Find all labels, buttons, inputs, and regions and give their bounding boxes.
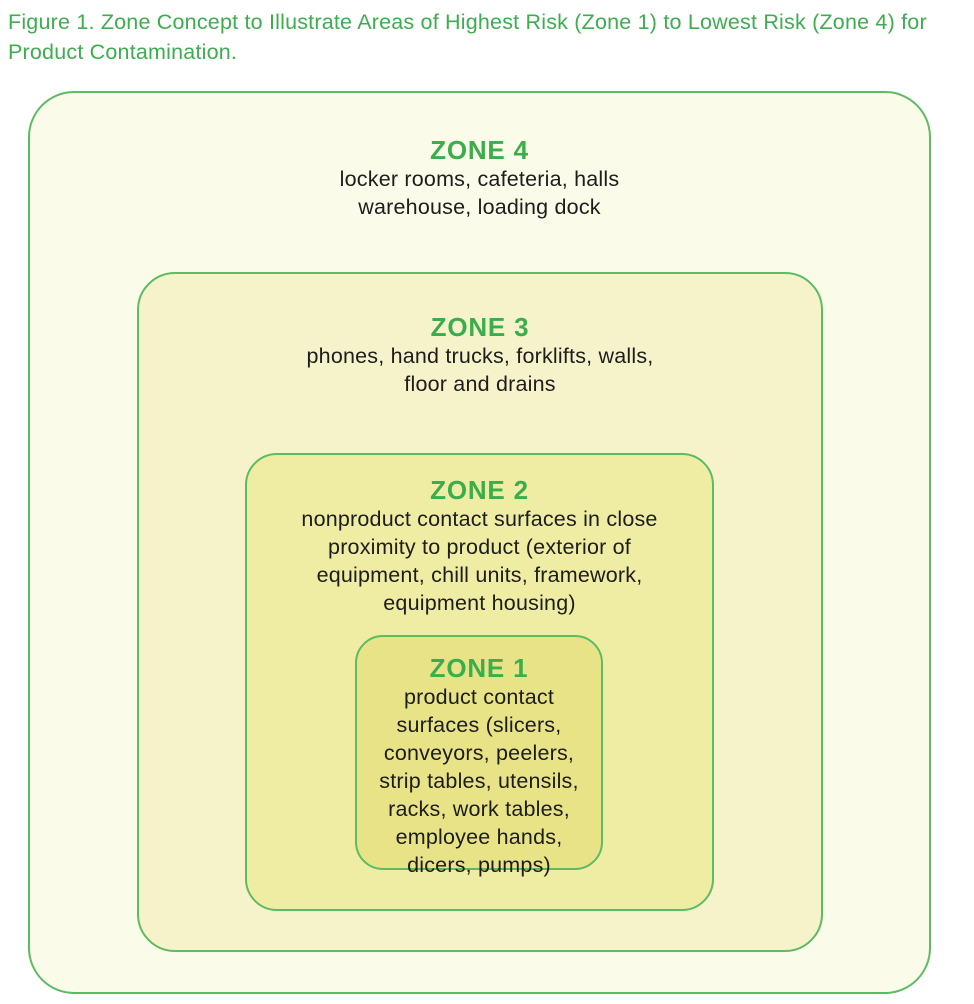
figure-caption: Figure 1. Zone Concept to Illustrate Areas of Highest Risk (Zone 1) to Lowest Risk (Zone 4) for Product Contamination. bbox=[8, 10, 927, 64]
zone-2-title: ZONE 2 bbox=[430, 475, 529, 505]
zone-3-description-line: floor and drains bbox=[404, 372, 556, 396]
zone-2-description-line: equipment, chill units, framework, bbox=[316, 563, 643, 587]
zone-4-title: ZONE 4 bbox=[430, 135, 529, 165]
zone-1-description-line: dicers, pumps) bbox=[407, 853, 551, 877]
zone-2-content bbox=[247, 455, 712, 617]
zone-1-title: ZONE 1 bbox=[429, 653, 529, 683]
zone-3-title: ZONE 3 bbox=[430, 312, 530, 342]
zone-4-box bbox=[28, 91, 931, 994]
zone-2-description-line: nonproduct contact surfaces in close bbox=[301, 507, 658, 531]
zone-2-box bbox=[245, 453, 714, 911]
zone-4-description-line: warehouse, loading dock bbox=[358, 195, 601, 219]
zone-2-description-line: proximity to product (exterior of bbox=[328, 535, 631, 559]
zone-1-description-line: strip tables, utensils, bbox=[379, 769, 579, 793]
zone-4-content bbox=[30, 93, 929, 221]
zone-4-description-line: locker rooms, cafeteria, halls bbox=[339, 167, 620, 191]
zone-1-description-line: conveyors, peelers, bbox=[383, 741, 575, 765]
zone-2-description-line: equipment housing) bbox=[383, 591, 576, 615]
zone-1-description-line: employee hands, bbox=[395, 825, 563, 849]
zone-1-description-line: racks, work tables, bbox=[388, 797, 570, 821]
zone-1-description-line: product contact bbox=[403, 685, 554, 709]
zone-3-box bbox=[137, 272, 823, 952]
zone-1-content bbox=[357, 637, 601, 879]
zone-3-content bbox=[139, 274, 821, 398]
zone-3-description-line: phones, hand trucks, forklifts, walls, bbox=[306, 344, 654, 368]
zone-1-box bbox=[355, 635, 603, 877]
zone-1-description-line: surfaces (slicers, bbox=[396, 713, 562, 737]
